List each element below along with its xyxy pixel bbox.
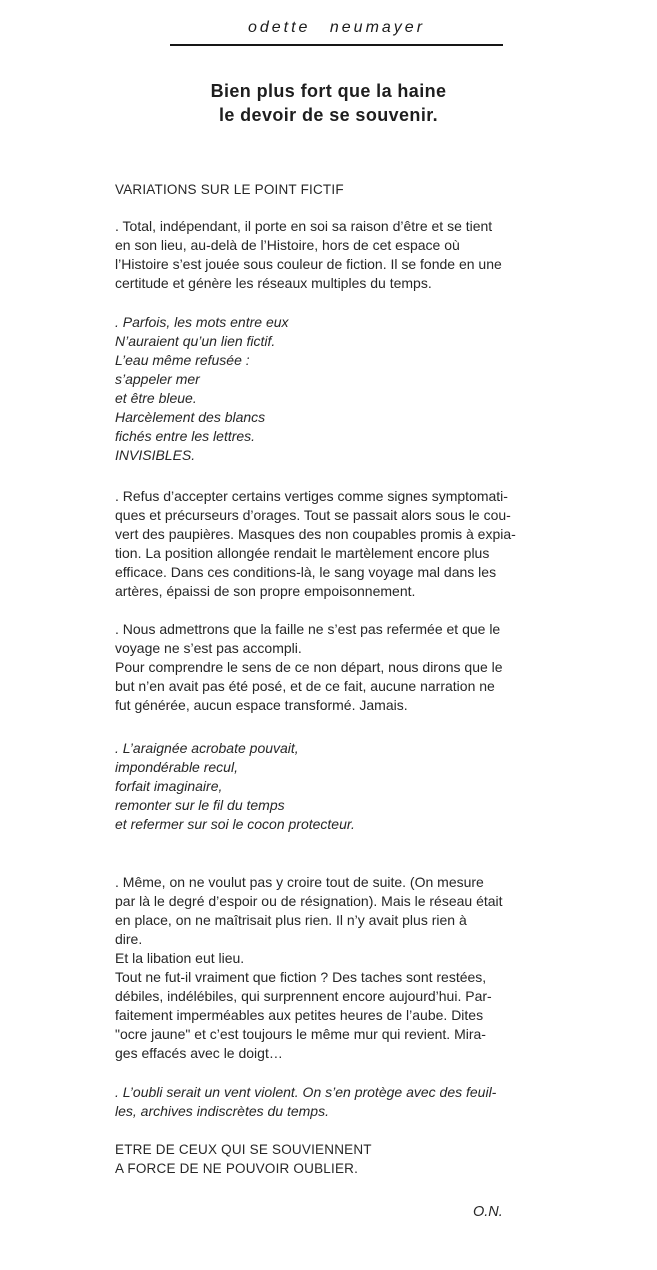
verse-line: forfait imaginaire, — [115, 778, 223, 794]
title-line-1: Bien plus fort que la haine — [210, 81, 447, 101]
text-line: Tout ne fut-il vraiment que fiction ? Des taches sont restées, — [115, 969, 487, 985]
header-rule — [170, 44, 503, 46]
text-line: ges effacés avec le doigt… — [115, 1045, 283, 1061]
text-column — [115, 180, 615, 1222]
text-line: l’Histoire s’est jouée sous couleur de fiction. Il se fonde en une — [115, 256, 502, 272]
title-line-2: le devoir de se souvenir. — [218, 105, 439, 125]
text-line: en place, on ne maîtrisait plus rien. Il n’y avait plus rien à — [115, 912, 467, 928]
text-line: efficace. Dans ces conditions-là, le sang voyage mal dans les — [115, 564, 497, 580]
verse-line: . Parfois, les mots entre eux — [115, 314, 289, 330]
author-initials-signature: O.N. — [473, 1204, 503, 1220]
paragraph-1 — [115, 217, 615, 293]
closing-lines — [115, 1140, 615, 1178]
verse-line: les, archives indiscrètes du temps. — [115, 1103, 329, 1119]
text-line: . Total, indépendant, il porte en soi sa raison d’être et se tient — [115, 218, 493, 234]
paragraph-2 — [115, 487, 615, 601]
text-line: par là le degré d’espoir ou de résignation). Mais le réseau était — [115, 893, 503, 909]
verse-line: et être bleue. — [115, 390, 197, 406]
text-line: Pour comprendre le sens de ce non départ, nous dirons que le — [115, 659, 503, 675]
text-line: . Refus d’accepter certains vertiges comme signes symptomati- — [115, 488, 508, 504]
paragraph-5-italic — [115, 1083, 615, 1121]
text-line: "ocre jaune" et c’est toujours le même mur qui revient. Mira- — [115, 1026, 486, 1042]
text-line: tion. La position allongée rendait le martèlement encore plus — [115, 545, 490, 561]
verse-2 — [115, 739, 615, 834]
text-line: but n’en avait pas été posé, et de ce fait, aucune narration ne — [115, 678, 495, 694]
closing-line: ETRE DE CEUX QUI SE SOUVIENNENT — [115, 1142, 372, 1157]
verse-line: fichés entre les lettres. — [115, 428, 256, 444]
verse-line: N’auraient qu’un lien fictif. — [115, 333, 276, 349]
text-line: faitement imperméables aux petites heures de l’aube. Dites — [115, 1007, 484, 1023]
text-line: certitude et génère les réseaux multiples du temps. — [115, 275, 432, 291]
text-line: en son lieu, au-delà de l’Histoire, hors de cet espace où — [115, 237, 460, 253]
verse-line: et refermer sur soi le cocon protecteur. — [115, 816, 355, 832]
closing-line: A FORCE DE NE POUVOIR OUBLIER. — [115, 1161, 359, 1176]
text-line: Et la libation eut lieu. — [115, 950, 245, 966]
poem-title — [0, 79, 657, 127]
text-line: ques et précurseurs d’orages. Tout se passait alors sous le cou- — [115, 507, 511, 523]
text-line: fut générée, aucun espace transformé. Jamais. — [115, 697, 408, 713]
verse-line: s’appeler mer — [115, 371, 200, 387]
text-line: . Même, on ne voulut pas y croire tout de suite. (On mesure — [115, 874, 484, 890]
section-heading: VARIATIONS SUR LE POINT FICTIF — [115, 182, 344, 197]
verse-line: Harcèlement des blancs — [115, 409, 266, 425]
paragraph-4 — [115, 873, 615, 1063]
verse-line: L’eau même refusée : — [115, 352, 250, 368]
page-header-author: odette neumayer — [247, 19, 426, 36]
text-line: voyage ne s’est pas accompli. — [115, 640, 302, 656]
verse-line: . L’oubli serait un vent violent. On s’en protège avec des feuil- — [115, 1084, 497, 1100]
verse-line: INVISIBLES. — [115, 447, 196, 463]
text-line: artères, épaissi de son propre empoisonnement. — [115, 583, 416, 599]
verse-line: . L’araignée acrobate pouvait, — [115, 740, 299, 756]
text-line: vert des paupières. Masques des non coupables promis à expia- — [115, 526, 516, 542]
verse-line: remonter sur le fil du temps — [115, 797, 285, 813]
text-line: . Nous admettrons que la faille ne s’est pas refermée et que le — [115, 621, 501, 637]
paragraph-3 — [115, 620, 615, 715]
text-line: débiles, indélébiles, qui surprennent encore aujourd’hui. Par- — [115, 988, 492, 1004]
verse-1 — [115, 313, 615, 465]
text-line: dire. — [115, 931, 143, 947]
verse-line: impondérable recul, — [115, 759, 238, 775]
